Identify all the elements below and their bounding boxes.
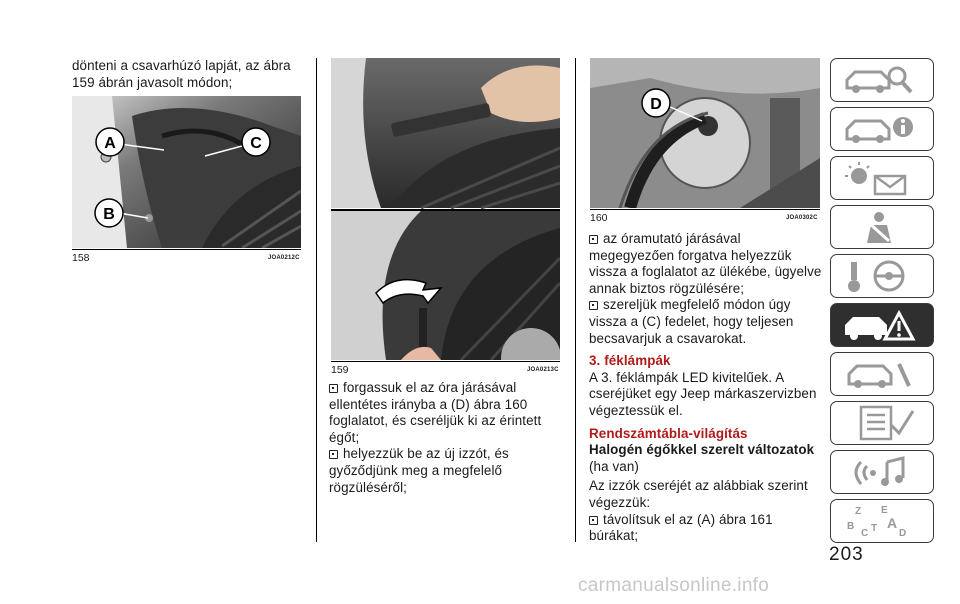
figure-158-number: 158 [72,252,90,264]
tab-multimedia[interactable] [830,450,934,494]
svg-text:C: C [861,528,869,539]
tab-car-breakdown[interactable] [830,303,934,347]
paragraph: Az izzók cseréjét az alábbiak szerint végezzük: [589,478,808,510]
list-item: távolítsuk el az (A) ábra 161 búrákat; [589,511,773,544]
callout-a [96,128,124,156]
column-2-list [329,380,563,496]
tab-seatbelt-safety[interactable] [830,205,934,249]
svg-text:D: D [899,528,907,539]
bullet-icon [329,450,338,459]
svg-text:A: A [887,515,898,531]
bullet-icon [589,516,598,525]
page-number: 203 [829,544,864,565]
seatbelt-safety-icon [841,209,921,245]
callout-c [242,128,270,156]
car-breakdown-icon [841,307,921,343]
svg-text:D: D [650,96,662,113]
tab-car-magnifier[interactable] [830,58,934,102]
alphabetical-index-icon [841,503,921,539]
car-info-icon [841,111,921,147]
bullet-icon [589,235,598,244]
svg-text:C: C [250,135,262,152]
column-1-text: dönteni a csavarhúzó lapját, az ábra 159 ábrán javasolt módon; [72,58,291,90]
warning-light-message-icon [841,160,921,196]
tab-car-info[interactable] [830,107,934,151]
tab-car-service[interactable] [830,352,934,396]
list-item: szereljük megfelelő módon úgy vissza a (C) fedelet, hogy teljesen becsavarjuk a csavarokat. [589,297,794,346]
section-heading-brake-lights: 3. féklámpák [589,353,671,369]
car-magnifier-icon [841,62,921,98]
callout-d [642,89,670,117]
tab-key-steering-wheel[interactable] [830,254,934,298]
figure-159-number: 159 [331,364,349,376]
subheading: Halogén égőkkel szerelt változatok (ha van) [589,442,815,474]
svg-text:A: A [104,135,116,152]
tab-warning-light-message[interactable] [830,156,934,200]
technical-data-checklist-icon [841,405,921,441]
multimedia-icon [841,454,921,490]
figure-160-code: JOA0302C [786,215,818,221]
list-item: az óramutató járásával megegyezően forgatva helyezzük vissza a foglalatot az ülékébe, ügyelve annak biztos rögzülésére; [589,231,822,296]
tab-alphabetical-index[interactable] [830,499,934,543]
car-service-icon [841,356,921,392]
section-heading-license-plate: Rendszámtábla-világítás [589,425,748,441]
callout-b [95,199,123,227]
figure-160-number: 160 [590,212,608,224]
svg-text:T: T [871,523,878,534]
paragraph: A 3. féklámpák LED kivitelűek. A cseréjüket egy Jeep márkaszervizben végeztessük el. [589,369,817,418]
figure-158-photo [72,96,301,248]
bullet-icon [329,384,338,393]
list-item: forgassuk el az óra járásával ellentétes irányba a (D) ábra 160 foglalatot, és cseréljük ki az érintett égőt; [329,380,542,445]
svg-text:Z: Z [855,506,862,517]
figure-159-photo [331,58,560,360]
column-3-text [589,231,823,545]
key-steering-wheel-icon [841,258,921,294]
svg-text:B: B [847,521,855,532]
bullet-icon [589,301,598,310]
watermark: carmanualsonline.info [578,575,770,596]
figure-158-code: JOA0212C [268,255,300,261]
list-item: helyezzük be az új izzót, és győződjünk meg a megfelelő rögzüléséről; [329,446,509,495]
figure-160-photo [590,58,820,208]
figure-159-code: JOA0213C [527,367,559,373]
svg-text:B: B [103,206,115,223]
svg-text:E: E [881,505,888,516]
tab-technical-data[interactable] [830,401,934,445]
